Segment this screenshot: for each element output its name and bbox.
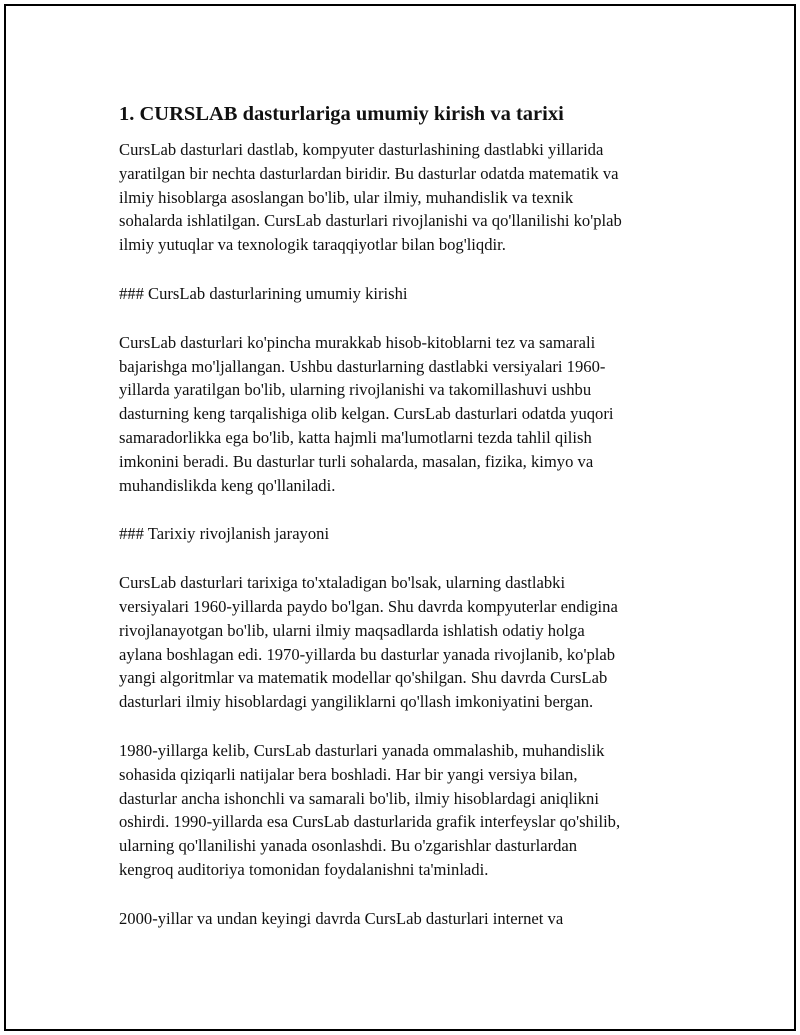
history-paragraph-3 <box>119 907 694 931</box>
text-line: ilmiy hisoblarga asoslangan bo'lib, ular ilmiy, muhandislik va texnik <box>119 187 574 207</box>
intro-paragraph <box>119 138 694 257</box>
page-title: 1. CURSLAB dasturlariga umumiy kirish va tarixi <box>119 103 564 125</box>
text-line: yillarda yaratilgan bo'lib, ularning rivojlanishi va takomillashuvi ushbu <box>119 380 592 400</box>
text-line: kengroq auditoriya tomonidan foydalanishni ta'minladi. <box>119 859 489 879</box>
text-line: dasturlari ilmiy hisoblardagi yangiliklarni qo'llash imkoniyatini bergan. <box>119 692 594 712</box>
document-body <box>119 100 694 956</box>
text-line: muhandislikda keng qo'llaniladi. <box>119 475 336 495</box>
text-line: rivojlanayotgan bo'lib, ularni ilmiy maqsadlarda ishlatish odatiy holga <box>119 620 585 640</box>
text-line: samaradorlikka ega bo'lib, katta hajmli ma'lumotlarni tezda tahlil qilish <box>119 427 592 447</box>
text-line: imkonini beradi. Bu dasturlar turli sohalarda, masalan, fizika, kimyo va <box>119 451 594 471</box>
text-line: bajarishga mo'ljallangan. Ushbu dasturlarning dastlabki versiyalari 1960- <box>119 356 606 376</box>
text-line: 1980-yillarga kelib, CursLab dasturlari yanada ommalashib, muhandislik <box>119 740 605 760</box>
text-line: sohalarda ishlatilgan. CursLab dasturlari rivojlanishi va qo'llanilishi ko'plab <box>119 211 622 231</box>
page-frame <box>4 4 796 1031</box>
text-line: CursLab dasturlari dastlab, kompyuter dasturlashining dastlabki yillarida <box>119 140 604 159</box>
text-line: oshirdi. 1990-yillarda esa CursLab dasturlarida grafik interfeyslar qo'shilib, <box>119 812 621 832</box>
text-line: yangi algoritmlar va matematik modellar qo'shilgan. Shu davrda CursLab <box>119 668 608 688</box>
text-line: aylana boshlagan edi. 1970-yillarda bu dasturlar yanada rivojlanib, ko'plab <box>119 644 616 664</box>
section-heading-history: ### Tarixiy rivojlanish jarayoni <box>119 524 330 544</box>
text-line: ilmiy yutuqlar va texnologik taraqqiyotlar bilan bog'liqdir. <box>119 235 506 255</box>
text-line: dasturlar ancha ishonchli va samarali bo'lib, ilmiy hisoblardagi aniqlikni <box>119 788 599 808</box>
section-heading-overview: ### CursLab dasturlarining umumiy kirishi <box>119 283 408 303</box>
text-line: ularning qo'llanilishi yanada osonlashdi. Bu o'zgarishlar dasturlardan <box>119 836 578 856</box>
text-line: CursLab dasturlari tarixiga to'xtaladigan bo'lsak, ularning dastlabki <box>119 573 566 593</box>
text-line: versiyalari 1960-yillarda paydo bo'lgan. Shu davrda kompyuterlar endigina <box>119 596 618 616</box>
text-line: 2000-yillar va undan keyingi davrda CursLab dasturlari internet va <box>119 908 564 928</box>
overview-paragraph <box>119 331 694 498</box>
text-line: sohasida qiziqarli natijalar bera boshladi. Har bir yangi versiya bilan, <box>119 764 578 784</box>
history-paragraph-2 <box>119 739 694 882</box>
text-line: yaratilgan bir nechta dasturlardan biridir. Bu dasturlar odatda matematik va <box>119 163 619 183</box>
history-paragraph-1 <box>119 571 694 714</box>
text-line: CursLab dasturlari ko'pincha murakkab hisob-kitoblarni tez va samarali <box>119 332 596 352</box>
text-line: dasturning keng tarqalishiga olib kelgan. CursLab dasturlari odatda yuqori <box>119 404 614 424</box>
